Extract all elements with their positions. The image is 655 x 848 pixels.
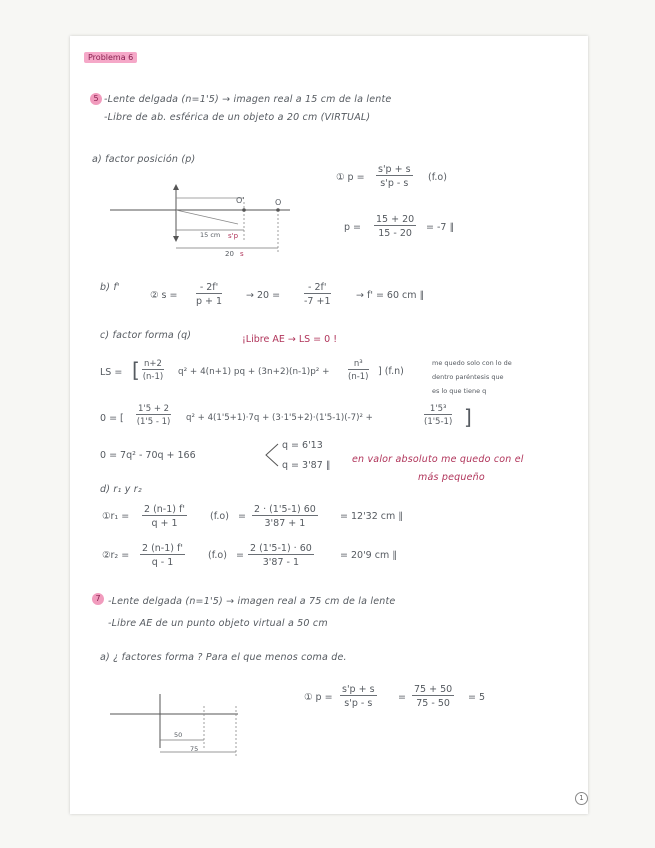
r1-fraction1 bbox=[142, 504, 187, 529]
q5-part-b-label: b) f' bbox=[100, 282, 120, 293]
fig-label-O: O bbox=[275, 198, 282, 207]
r1-fraction1-num: 2 (n-1) f' bbox=[144, 504, 185, 515]
ls-fraction1-num: n+2 bbox=[144, 359, 162, 369]
r2-fraction1 bbox=[140, 543, 185, 568]
ls-fraction2-den: (n-1) bbox=[348, 372, 369, 382]
lens-diagram-q5 bbox=[108, 180, 293, 265]
q7-fraction1-den: s'p - s bbox=[344, 698, 373, 709]
q5-part-c-label: c) factor forma (q) bbox=[100, 330, 192, 341]
ls-fraction1 bbox=[142, 359, 164, 382]
q5-b-fraction2-num: - 2f' bbox=[304, 282, 331, 294]
r1-prefix: ①r₁ = bbox=[102, 511, 130, 522]
q5-b-result: → f' = 60 cm ∥ bbox=[356, 290, 425, 301]
ls-middle-terms: q² + 4(n+1) pq + (3n+2)(n-1)p² + bbox=[178, 367, 330, 377]
question-7-marker: 7 bbox=[92, 593, 104, 605]
zero-fraction1 bbox=[136, 404, 171, 427]
q5-a-fraction2 bbox=[374, 214, 416, 239]
q5-b-fraction2-den: -7 +1 bbox=[304, 296, 331, 307]
zero-fraction2-num: 1'5³ bbox=[424, 404, 452, 415]
q5-a-fraction1 bbox=[376, 164, 413, 189]
q7-fraction2 bbox=[412, 684, 454, 709]
ls-note-line2: dentro paréntesis que bbox=[432, 373, 504, 381]
ls-close-bracket: ] (f.n) bbox=[378, 366, 404, 377]
ls-open-bracket: [ bbox=[132, 358, 140, 382]
r1-result: = 12'32 cm ∥ bbox=[340, 511, 404, 522]
q7-fraction2-den: 75 - 50 bbox=[416, 698, 450, 709]
fig2-label-75: 75 bbox=[190, 745, 199, 753]
q5-a-p-prefix: p = bbox=[344, 222, 362, 233]
root-2: q = 3'87 ∥ bbox=[282, 460, 331, 471]
q7-part-a-label: a) ¿ factores forma ? Para el que menos coma de. bbox=[100, 652, 347, 663]
q7-statement-line2: -Libre AE de un punto objeto virtual a 50 cm bbox=[108, 618, 328, 629]
root-note-line2: más pequeño bbox=[418, 472, 485, 483]
r2-fraction1-den: q - 1 bbox=[151, 557, 174, 568]
lens-diagram-q7 bbox=[108, 690, 248, 762]
r2-equals: = bbox=[236, 550, 244, 561]
ls-fraction1-den: (n-1) bbox=[142, 372, 164, 382]
q5-a-unit: (f.o) bbox=[428, 172, 447, 183]
q5-part-a-label: a) factor posición (p) bbox=[92, 154, 196, 165]
q5-a-eq-prefix: ① p = bbox=[336, 172, 365, 183]
q5-a-fraction2-den: 15 - 20 bbox=[378, 228, 412, 239]
r2-fraction2-num: 2 (1'5-1) · 60 bbox=[250, 543, 312, 554]
r2-fraction2 bbox=[248, 543, 314, 568]
q5-c-note: ¡Libre AE → LS = 0 ! bbox=[242, 334, 338, 345]
q5-b-arrow1: → 20 = bbox=[246, 290, 281, 301]
r1-fraction1-den: q + 1 bbox=[151, 518, 178, 529]
zero-eq-prefix: 0 = [ bbox=[100, 413, 124, 424]
q5-b-fraction2 bbox=[304, 282, 331, 307]
fig-label-s: s bbox=[240, 250, 244, 258]
q5-statement-line2: -Libre de ab. esférica de un objeto a 20 cm (VIRTUAL) bbox=[104, 112, 371, 123]
fig-label-15cm: 15 cm bbox=[200, 231, 221, 239]
ls-note-line1: me quedo solo con lo de bbox=[432, 359, 512, 367]
q5-a-fraction2-num: 15 + 20 bbox=[376, 214, 415, 225]
q7-eq-prefix: ① p = bbox=[304, 692, 333, 703]
page-number: 1 bbox=[575, 792, 588, 805]
zero-close-bracket: ] bbox=[464, 405, 472, 429]
r1-equals: = bbox=[238, 511, 246, 522]
q7-result: = 5 bbox=[468, 692, 486, 703]
fig-label-sp: s'p bbox=[228, 232, 239, 240]
q5-b-fraction1-num: - 2f' bbox=[196, 282, 222, 294]
q5-b-eq-prefix: ② s = bbox=[150, 290, 178, 301]
q5-statement-line1: -Lente delgada (n=1'5) → imagen real a 15 cm de la lente bbox=[104, 94, 392, 105]
quadratic-equation: 0 = 7q² - 70q + 166 bbox=[100, 450, 196, 461]
zero-middle-terms: q² + 4(1'5+1)·7q + (3·1'5+2)·(1'5-1)(-7)² + bbox=[186, 413, 373, 423]
q5-a-fraction1-den: s'p - s bbox=[380, 178, 409, 189]
roots-brace bbox=[262, 440, 280, 470]
q5-b-fraction1-den: p + 1 bbox=[196, 296, 223, 307]
r2-fraction1-num: 2 (n-1) f' bbox=[142, 543, 183, 554]
r1-fraction2-den: 3'87 + 1 bbox=[264, 518, 306, 529]
ls-fraction2-num: n³ bbox=[348, 359, 369, 370]
ls-prefix: LS = bbox=[100, 367, 123, 378]
q5-a-result: = -7 ∥ bbox=[426, 222, 455, 233]
root-1: q = 6'13 bbox=[282, 440, 323, 451]
r2-unit: (f.o) bbox=[208, 550, 227, 561]
r1-fraction2-num: 2 · (1'5-1) 60 bbox=[254, 504, 316, 515]
zero-fraction1-num: 1'5 + 2 bbox=[138, 404, 170, 414]
q5-b-fraction1 bbox=[196, 282, 222, 307]
q7-fraction2-num: 75 + 50 bbox=[414, 684, 453, 695]
zero-fraction2 bbox=[424, 404, 452, 427]
r1-fraction2 bbox=[252, 504, 318, 529]
zero-fraction2-den: (1'5-1) bbox=[424, 417, 453, 427]
q5-a-fraction1-num: s'p + s bbox=[378, 164, 411, 175]
q7-fraction1-num: s'p + s bbox=[342, 684, 375, 695]
zero-fraction1-den: (1'5 - 1) bbox=[136, 417, 171, 427]
problem-heading-tag: Problema 6 bbox=[84, 52, 137, 63]
r1-unit: (f.o) bbox=[210, 511, 229, 522]
q7-statement-line1: -Lente delgada (n=1'5) → imagen real a 75 cm de la lente bbox=[108, 596, 396, 607]
q5-part-d-label: d) r₁ y r₂ bbox=[100, 484, 142, 495]
question-5-marker: 5 bbox=[90, 93, 102, 105]
fig-label-20: 20 bbox=[225, 250, 234, 258]
q7-fraction1 bbox=[340, 684, 377, 709]
ls-note-line3: es lo que tiene q bbox=[432, 387, 487, 395]
ls-fraction2 bbox=[348, 359, 369, 382]
fig-label-O-prime: O' bbox=[236, 196, 245, 205]
r2-prefix: ②r₂ = bbox=[102, 550, 130, 561]
fig2-label-50: 50 bbox=[174, 731, 183, 739]
q7-eq-mid: = bbox=[398, 692, 406, 703]
r2-result: = 20'9 cm ∥ bbox=[340, 550, 397, 561]
r2-fraction2-den: 3'87 - 1 bbox=[262, 557, 300, 568]
root-note-line1: en valor absoluto me quedo con el bbox=[352, 454, 524, 465]
